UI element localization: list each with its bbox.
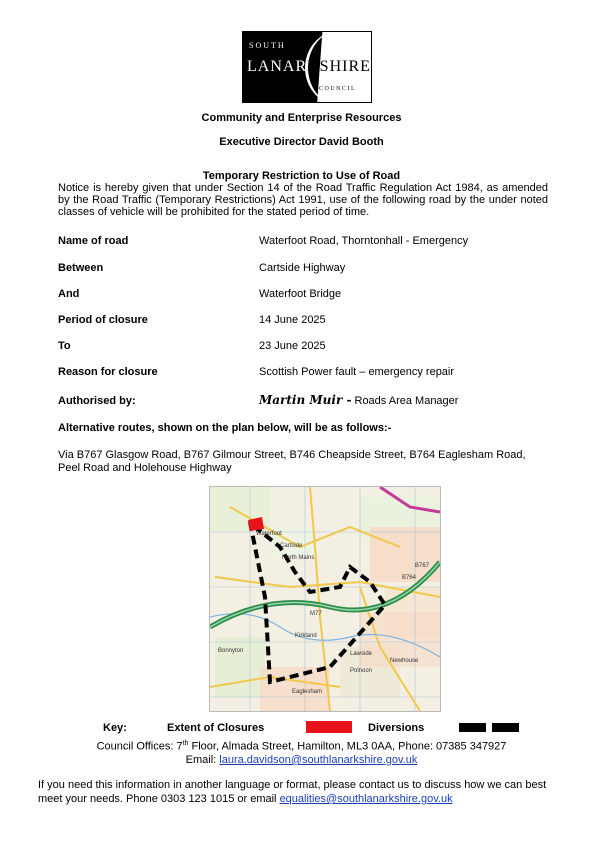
map-label: Polnoon — [350, 668, 373, 674]
and-value: Waterfoot Bridge — [259, 288, 342, 300]
map-label: North Mains — [282, 555, 315, 561]
key-extent-label: Extent of Closures — [167, 722, 265, 734]
diversion-swatch-1 — [459, 723, 486, 732]
equalities-email-link[interactable]: equalities@southlanarkshire.gov.uk — [279, 793, 453, 805]
key-diversions-label: Diversions — [368, 722, 425, 734]
logo-text-lanarkshire: LANARKSHIRE — [247, 58, 371, 75]
authorised-role: Roads Area Manager — [354, 395, 459, 407]
notice-title: Temporary Restriction to Use of Road — [202, 170, 401, 182]
department-heading: Community and Enterprise Resources — [201, 112, 402, 124]
closure-swatch — [306, 721, 352, 733]
map-label: M77 — [310, 611, 322, 617]
and-label: And — [58, 288, 80, 300]
map-label: Bonnyton — [218, 648, 244, 654]
between-label: Between — [58, 262, 104, 274]
period-value: 14 June 2025 — [259, 314, 326, 326]
email-label: Email: — [185, 754, 220, 766]
authorised-label: Authorised by: — [58, 395, 136, 407]
to-value: 23 June 2025 — [259, 340, 326, 352]
reason-value: Scottish Power fault – emergency repair — [259, 366, 455, 378]
contact-email-line — [0, 754, 603, 766]
key-label: Key: — [103, 722, 127, 734]
between-value: Cartside Highway — [259, 262, 346, 274]
map-label: Lawside — [350, 651, 373, 657]
map-label: B764 — [402, 575, 417, 581]
authorised-value — [259, 393, 458, 407]
map-label: B767 — [415, 563, 430, 569]
alternative-routes: Via B767 Glasgow Road, B767 Gilmour Street, B746 Cheapside Street, B764 Eaglesham Road, Peel Road and Holehouse Highway — [58, 449, 526, 474]
map-label: Kirkland — [295, 633, 317, 639]
alternatives-heading: Alternative routes, shown on the plan below, will be as follows:- — [58, 422, 392, 434]
director-heading: Executive Director David Booth — [219, 136, 384, 148]
to-label: To — [58, 340, 71, 352]
logo-text-council: COUNCIL — [319, 86, 357, 92]
map-label: Cartside — [280, 543, 303, 549]
council-offices: Council Offices: 7th Floor, Almada Street, Hamilton, ML3 0AA, Phone: 07385 347927 — [96, 740, 507, 753]
reason-label: Reason for closure — [58, 366, 158, 378]
signature: Martin Muir - — [259, 393, 352, 407]
period-label: Period of closure — [58, 314, 148, 326]
contact-email-link[interactable]: laura.davidson@southlanarkshire.gov.uk — [219, 754, 418, 766]
map-label: Newhouse — [390, 658, 419, 664]
closure-map — [209, 486, 441, 712]
name-of-road-label: Name of road — [58, 235, 129, 247]
council-logo — [242, 31, 372, 103]
diversion-swatch-2 — [492, 723, 519, 732]
map-label: Waterfoot — [256, 531, 282, 537]
notice-body: Notice is hereby given that under Section 14 of the Road Traffic Regulation Act 1984, as amended by the Road Traffic (Temporary Restrictions) Act 1991, use of the following road by the under noted classes of vehicle will be prohibited for the stated period of time. — [58, 182, 548, 218]
map-label: Eaglesham — [292, 689, 323, 695]
accessibility-footer: If you need this information in another language or format, please contact us to discuss how we can best meet your needs. Phone 0303 123 1015 or email equalities@southlanarkshire.gov.uk — [38, 779, 547, 805]
name-of-road-value: Waterfoot Road, Thorntonhall - Emergency — [259, 235, 469, 247]
logo-text-south: SOUTH — [249, 41, 286, 50]
